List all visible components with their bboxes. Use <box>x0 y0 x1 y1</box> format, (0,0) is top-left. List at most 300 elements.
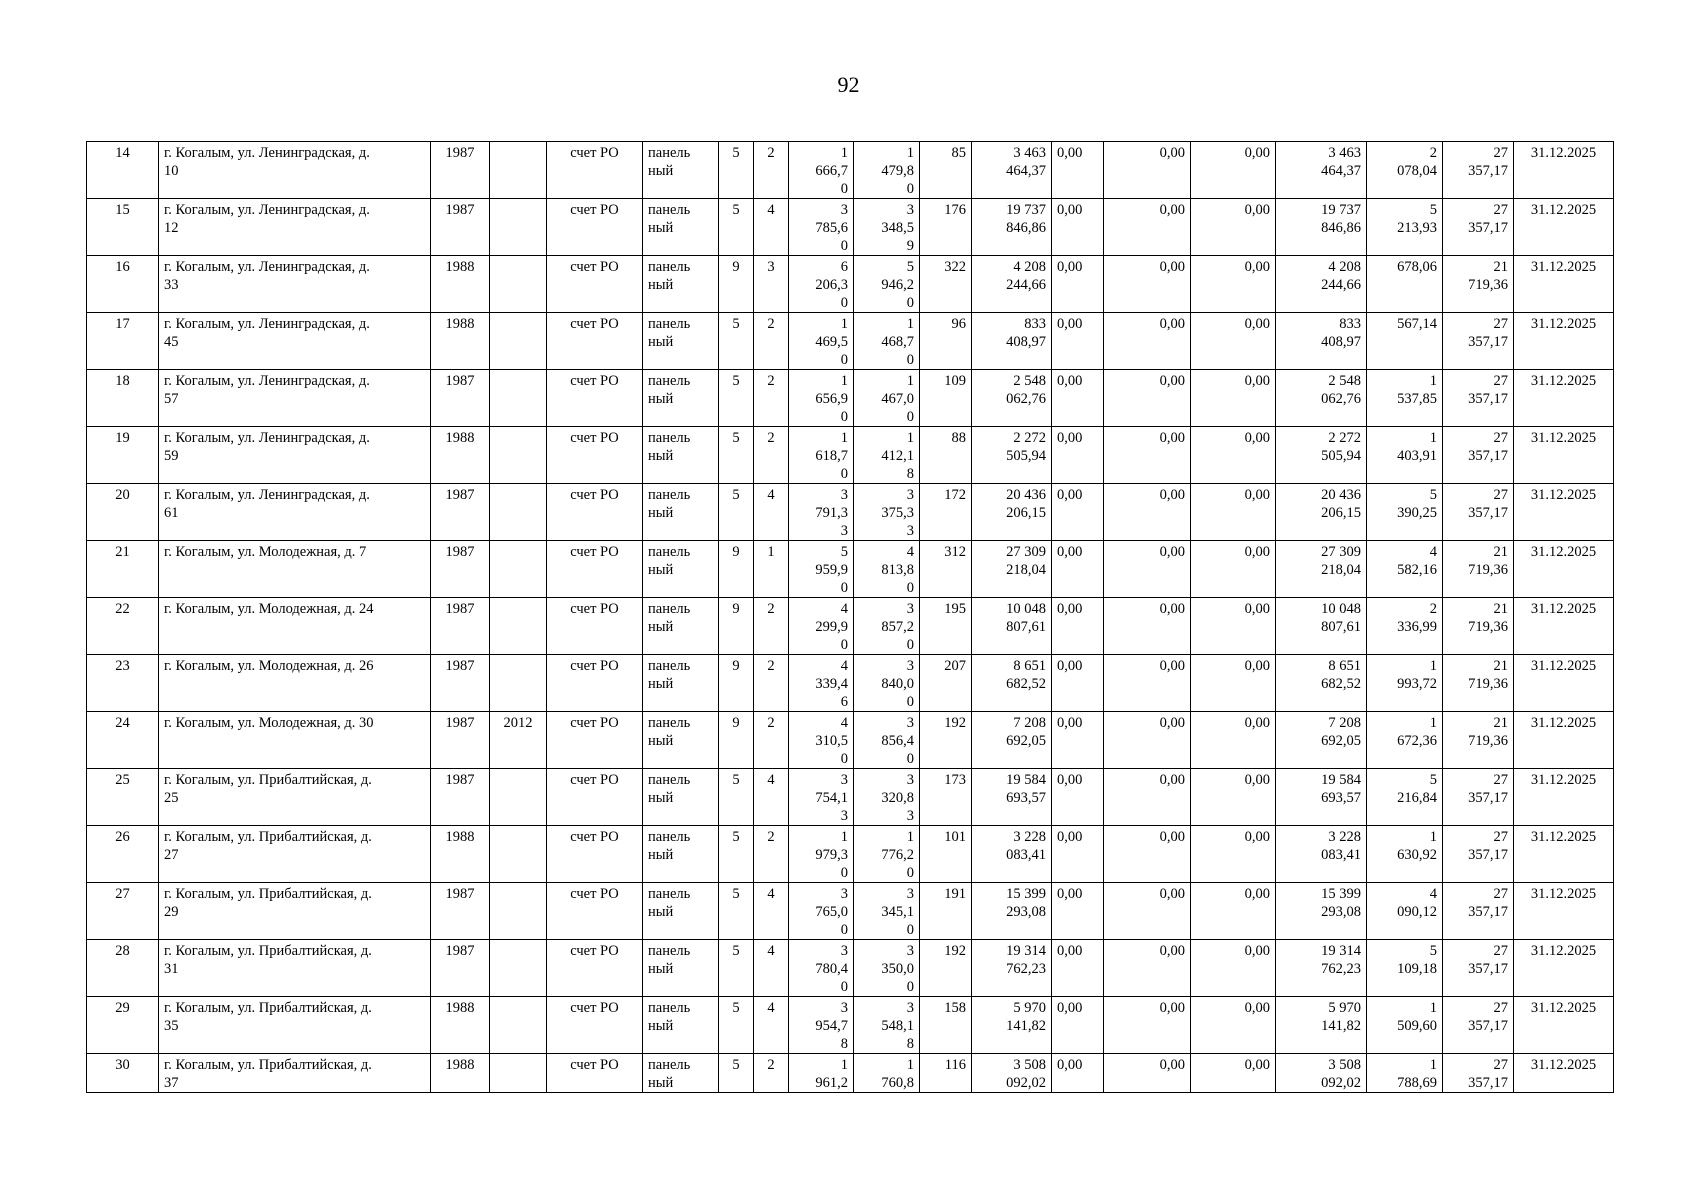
wall-material-cell: панель ный <box>643 142 719 199</box>
living-area-cell: 5 946,2 0 <box>854 256 920 313</box>
wall-material-cell: панель ный <box>643 199 719 256</box>
cost-per-m2-cell: 5 390,25 <box>1367 484 1443 541</box>
fund-c-cell: 0,00 <box>1191 997 1276 1054</box>
address-cell: г. Когалым, ул. Молодежная, д. 24 <box>159 598 431 655</box>
table-body <box>87 142 1614 1093</box>
entrances-cell: 4 <box>754 940 789 997</box>
total-cost-cell: 4 208 244,66 <box>972 256 1052 313</box>
residents-cell: 85 <box>920 142 972 199</box>
entrances-cell: 2 <box>754 712 789 769</box>
entrances-cell: 4 <box>754 883 789 940</box>
fund-c-cell: 0,00 <box>1191 769 1276 826</box>
residents-cell: 207 <box>920 655 972 712</box>
entrances-cell: 2 <box>754 655 789 712</box>
fund-a-cell: 0,00 <box>1052 541 1104 598</box>
fund-method-cell: счет РО <box>547 370 643 427</box>
fund-method-cell: счет РО <box>547 199 643 256</box>
deadline-cell: 31.12.2025 <box>1514 883 1614 940</box>
fund-a-cell: 0,00 <box>1052 826 1104 883</box>
table-row <box>87 997 1614 1054</box>
year-built-cell: 1987 <box>431 655 490 712</box>
cost-per-m2-cell: 4 090,12 <box>1367 883 1443 940</box>
owners-funds-cell: 4 208 244,66 <box>1276 256 1367 313</box>
cost-per-m2-cell: 1 630,92 <box>1367 826 1443 883</box>
residents-cell: 88 <box>920 427 972 484</box>
total-area-cell: 1 618,7 0 <box>789 427 854 484</box>
total-cost-cell: 10 048 807,61 <box>972 598 1052 655</box>
residents-cell: 191 <box>920 883 972 940</box>
total-cost-cell: 8 651 682,52 <box>972 655 1052 712</box>
entrances-cell: 4 <box>754 199 789 256</box>
year-built-cell: 1988 <box>431 826 490 883</box>
address-cell: г. Когалым, ул. Ленинградская, д. 61 <box>159 484 431 541</box>
table-row <box>87 940 1614 997</box>
fund-a-cell: 0,00 <box>1052 769 1104 826</box>
fund-b-cell: 0,00 <box>1104 199 1191 256</box>
fund-a-cell: 0,00 <box>1052 712 1104 769</box>
residents-cell: 312 <box>920 541 972 598</box>
address-cell: г. Когалым, ул. Прибалтийская, д. 29 <box>159 883 431 940</box>
deadline-cell: 31.12.2025 <box>1514 769 1614 826</box>
fund-c-cell: 0,00 <box>1191 712 1276 769</box>
total-area-cell: 3 780,4 0 <box>789 940 854 997</box>
limit-cost-cell: 27 357,17 <box>1443 484 1514 541</box>
total-cost-cell: 7 208 692,05 <box>972 712 1052 769</box>
floors-cell: 5 <box>719 1054 754 1093</box>
living-area-cell: 3 348,5 9 <box>854 199 920 256</box>
year-built-cell: 1987 <box>431 940 490 997</box>
year-repair-cell <box>490 997 547 1054</box>
wall-material-cell: панель ный <box>643 370 719 427</box>
living-area-cell: 1 412,1 8 <box>854 427 920 484</box>
owners-funds-cell: 10 048 807,61 <box>1276 598 1367 655</box>
table-row <box>87 541 1614 598</box>
table-row <box>87 313 1614 370</box>
limit-cost-cell: 21 719,36 <box>1443 655 1514 712</box>
limit-cost-cell: 27 357,17 <box>1443 142 1514 199</box>
total-cost-cell: 5 970 141,82 <box>972 997 1052 1054</box>
fund-b-cell: 0,00 <box>1104 142 1191 199</box>
year-built-cell: 1988 <box>431 997 490 1054</box>
living-area-cell: 3 375,3 3 <box>854 484 920 541</box>
year-repair-cell <box>490 256 547 313</box>
year-repair-cell <box>490 769 547 826</box>
year-built-cell: 1987 <box>431 142 490 199</box>
row-number: 19 <box>87 427 159 484</box>
limit-cost-cell: 27 357,17 <box>1443 997 1514 1054</box>
floors-cell: 5 <box>719 769 754 826</box>
residents-cell: 116 <box>920 1054 972 1093</box>
year-repair-cell <box>490 484 547 541</box>
total-cost-cell: 2 272 505,94 <box>972 427 1052 484</box>
address-cell: г. Когалым, ул. Ленинградская, д. 12 <box>159 199 431 256</box>
total-area-cell: 1 656,9 0 <box>789 370 854 427</box>
year-repair-cell <box>490 940 547 997</box>
living-area-cell: 3 350,0 0 <box>854 940 920 997</box>
fund-method-cell: счет РО <box>547 883 643 940</box>
deadline-cell: 31.12.2025 <box>1514 940 1614 997</box>
fund-method-cell: счет РО <box>547 313 643 370</box>
table-row <box>87 199 1614 256</box>
fund-c-cell: 0,00 <box>1191 541 1276 598</box>
residents-cell: 101 <box>920 826 972 883</box>
cost-per-m2-cell: 4 582,16 <box>1367 541 1443 598</box>
wall-material-cell: панель ный <box>643 883 719 940</box>
fund-method-cell: счет РО <box>547 484 643 541</box>
year-built-cell: 1987 <box>431 598 490 655</box>
living-area-cell: 3 856,4 0 <box>854 712 920 769</box>
row-number: 23 <box>87 655 159 712</box>
fund-method-cell: счет РО <box>547 142 643 199</box>
fund-c-cell: 0,00 <box>1191 313 1276 370</box>
fund-c-cell: 0,00 <box>1191 427 1276 484</box>
fund-c-cell: 0,00 <box>1191 370 1276 427</box>
fund-b-cell: 0,00 <box>1104 484 1191 541</box>
year-built-cell: 1987 <box>431 484 490 541</box>
cost-per-m2-cell: 5 213,93 <box>1367 199 1443 256</box>
row-number: 15 <box>87 199 159 256</box>
fund-b-cell: 0,00 <box>1104 940 1191 997</box>
residents-cell: 195 <box>920 598 972 655</box>
fund-a-cell: 0,00 <box>1052 883 1104 940</box>
total-area-cell: 3 954,7 8 <box>789 997 854 1054</box>
floors-cell: 5 <box>719 940 754 997</box>
fund-c-cell: 0,00 <box>1191 142 1276 199</box>
fund-c-cell: 0,00 <box>1191 655 1276 712</box>
table-row <box>87 484 1614 541</box>
table-row <box>87 1054 1614 1093</box>
deadline-cell: 31.12.2025 <box>1514 997 1614 1054</box>
residents-cell: 109 <box>920 370 972 427</box>
fund-a-cell: 0,00 <box>1052 484 1104 541</box>
owners-funds-cell: 8 651 682,52 <box>1276 655 1367 712</box>
deadline-cell: 31.12.2025 <box>1514 712 1614 769</box>
floors-cell: 9 <box>719 598 754 655</box>
fund-b-cell: 0,00 <box>1104 427 1191 484</box>
cost-per-m2-cell: 1 993,72 <box>1367 655 1443 712</box>
table-row <box>87 427 1614 484</box>
total-area-cell: 3 785,6 0 <box>789 199 854 256</box>
table-row <box>87 370 1614 427</box>
year-repair-cell <box>490 142 547 199</box>
address-cell: г. Когалым, ул. Прибалтийская, д. 35 <box>159 997 431 1054</box>
residents-cell: 322 <box>920 256 972 313</box>
total-cost-cell: 833 408,97 <box>972 313 1052 370</box>
fund-a-cell: 0,00 <box>1052 370 1104 427</box>
cost-per-m2-cell: 2 078,04 <box>1367 142 1443 199</box>
fund-c-cell: 0,00 <box>1191 484 1276 541</box>
fund-method-cell: счет РО <box>547 655 643 712</box>
wall-material-cell: панель ный <box>643 826 719 883</box>
owners-funds-cell: 2 272 505,94 <box>1276 427 1367 484</box>
owners-funds-cell: 3 463 464,37 <box>1276 142 1367 199</box>
row-number: 20 <box>87 484 159 541</box>
row-number: 16 <box>87 256 159 313</box>
row-number: 14 <box>87 142 159 199</box>
fund-c-cell: 0,00 <box>1191 199 1276 256</box>
entrances-cell: 2 <box>754 826 789 883</box>
limit-cost-cell: 27 357,17 <box>1443 313 1514 370</box>
row-number: 26 <box>87 826 159 883</box>
address-cell: г. Когалым, ул. Ленинградская, д. 45 <box>159 313 431 370</box>
year-built-cell: 1988 <box>431 427 490 484</box>
fund-c-cell: 0,00 <box>1191 598 1276 655</box>
year-repair-cell <box>490 370 547 427</box>
total-area-cell: 1 666,7 0 <box>789 142 854 199</box>
address-cell: г. Когалым, ул. Прибалтийская, д. 37 <box>159 1054 431 1093</box>
year-repair-cell <box>490 883 547 940</box>
row-number: 24 <box>87 712 159 769</box>
cost-per-m2-cell: 1 788,69 <box>1367 1054 1443 1093</box>
fund-a-cell: 0,00 <box>1052 427 1104 484</box>
residents-cell: 96 <box>920 313 972 370</box>
table-row <box>87 598 1614 655</box>
wall-material-cell: панель ный <box>643 541 719 598</box>
year-built-cell: 1987 <box>431 370 490 427</box>
limit-cost-cell: 27 357,17 <box>1443 199 1514 256</box>
address-cell: г. Когалым, ул. Молодежная, д. 26 <box>159 655 431 712</box>
deadline-cell: 31.12.2025 <box>1514 256 1614 313</box>
address-cell: г. Когалым, ул. Ленинградская, д. 57 <box>159 370 431 427</box>
residents-cell: 158 <box>920 997 972 1054</box>
living-area-cell: 3 857,2 0 <box>854 598 920 655</box>
fund-c-cell: 0,00 <box>1191 826 1276 883</box>
total-area-cell: 4 299,9 0 <box>789 598 854 655</box>
year-repair-cell <box>490 199 547 256</box>
table-row <box>87 826 1614 883</box>
floors-cell: 5 <box>719 826 754 883</box>
year-repair-cell: 2012 <box>490 712 547 769</box>
year-repair-cell <box>490 598 547 655</box>
floors-cell: 5 <box>719 199 754 256</box>
deadline-cell: 31.12.2025 <box>1514 826 1614 883</box>
cost-per-m2-cell: 1 509,60 <box>1367 997 1443 1054</box>
fund-method-cell: счет РО <box>547 541 643 598</box>
floors-cell: 5 <box>719 484 754 541</box>
fund-a-cell: 0,00 <box>1052 313 1104 370</box>
owners-funds-cell: 3 508 092,02 <box>1276 1054 1367 1093</box>
fund-method-cell: счет РО <box>547 940 643 997</box>
fund-b-cell: 0,00 <box>1104 826 1191 883</box>
row-number: 21 <box>87 541 159 598</box>
owners-funds-cell: 27 309 218,04 <box>1276 541 1367 598</box>
row-number: 28 <box>87 940 159 997</box>
limit-cost-cell: 27 357,17 <box>1443 1054 1514 1093</box>
row-number: 30 <box>87 1054 159 1093</box>
row-number: 18 <box>87 370 159 427</box>
page-number: 92 <box>837 72 860 97</box>
housing-repair-table <box>86 141 1614 1093</box>
deadline-cell: 31.12.2025 <box>1514 541 1614 598</box>
owners-funds-cell: 15 399 293,08 <box>1276 883 1367 940</box>
year-built-cell: 1987 <box>431 769 490 826</box>
fund-c-cell: 0,00 <box>1191 256 1276 313</box>
table-row <box>87 655 1614 712</box>
fund-b-cell: 0,00 <box>1104 655 1191 712</box>
wall-material-cell: панель ный <box>643 997 719 1054</box>
fund-method-cell: счет РО <box>547 826 643 883</box>
cost-per-m2-cell: 2 336,99 <box>1367 598 1443 655</box>
residents-cell: 172 <box>920 484 972 541</box>
fund-c-cell: 0,00 <box>1191 883 1276 940</box>
limit-cost-cell: 21 719,36 <box>1443 541 1514 598</box>
row-number: 25 <box>87 769 159 826</box>
fund-a-cell: 0,00 <box>1052 940 1104 997</box>
wall-material-cell: панель ный <box>643 1054 719 1093</box>
floors-cell: 5 <box>719 313 754 370</box>
floors-cell: 9 <box>719 712 754 769</box>
entrances-cell: 4 <box>754 484 789 541</box>
fund-b-cell: 0,00 <box>1104 541 1191 598</box>
fund-a-cell: 0,00 <box>1052 256 1104 313</box>
fund-b-cell: 0,00 <box>1104 769 1191 826</box>
floors-cell: 5 <box>719 370 754 427</box>
year-built-cell: 1987 <box>431 541 490 598</box>
fund-b-cell: 0,00 <box>1104 883 1191 940</box>
entrances-cell: 2 <box>754 1054 789 1093</box>
total-cost-cell: 19 584 693,57 <box>972 769 1052 826</box>
fund-method-cell: счет РО <box>547 1054 643 1093</box>
limit-cost-cell: 21 719,36 <box>1443 598 1514 655</box>
limit-cost-cell: 27 357,17 <box>1443 427 1514 484</box>
living-area-cell: 3 345,1 0 <box>854 883 920 940</box>
floors-cell: 5 <box>719 142 754 199</box>
deadline-cell: 31.12.2025 <box>1514 427 1614 484</box>
owners-funds-cell: 19 584 693,57 <box>1276 769 1367 826</box>
total-area-cell: 5 959,9 0 <box>789 541 854 598</box>
table-row <box>87 142 1614 199</box>
wall-material-cell: панель ный <box>643 256 719 313</box>
row-number: 22 <box>87 598 159 655</box>
fund-a-cell: 0,00 <box>1052 142 1104 199</box>
total-cost-cell: 15 399 293,08 <box>972 883 1052 940</box>
deadline-cell: 31.12.2025 <box>1514 370 1614 427</box>
fund-method-cell: счет РО <box>547 712 643 769</box>
fund-b-cell: 0,00 <box>1104 256 1191 313</box>
total-cost-cell: 3 228 083,41 <box>972 826 1052 883</box>
total-cost-cell: 19 737 846,86 <box>972 199 1052 256</box>
entrances-cell: 2 <box>754 313 789 370</box>
total-area-cell: 3 791,3 3 <box>789 484 854 541</box>
year-built-cell: 1988 <box>431 313 490 370</box>
owners-funds-cell: 2 548 062,76 <box>1276 370 1367 427</box>
limit-cost-cell: 21 719,36 <box>1443 256 1514 313</box>
owners-funds-cell: 19 737 846,86 <box>1276 199 1367 256</box>
fund-method-cell: счет РО <box>547 256 643 313</box>
year-repair-cell <box>490 313 547 370</box>
fund-c-cell: 0,00 <box>1191 940 1276 997</box>
owners-funds-cell: 19 314 762,23 <box>1276 940 1367 997</box>
fund-b-cell: 0,00 <box>1104 370 1191 427</box>
floors-cell: 9 <box>719 541 754 598</box>
total-area-cell: 1 961,2 <box>789 1054 854 1093</box>
total-area-cell: 4 339,4 6 <box>789 655 854 712</box>
wall-material-cell: панель ный <box>643 427 719 484</box>
residents-cell: 192 <box>920 712 972 769</box>
entrances-cell: 2 <box>754 142 789 199</box>
year-repair-cell <box>490 541 547 598</box>
cost-per-m2-cell: 5 216,84 <box>1367 769 1443 826</box>
year-built-cell: 1987 <box>431 199 490 256</box>
year-repair-cell <box>490 1054 547 1093</box>
row-number: 17 <box>87 313 159 370</box>
living-area-cell: 1 776,2 0 <box>854 826 920 883</box>
year-repair-cell <box>490 427 547 484</box>
table-row <box>87 256 1614 313</box>
entrances-cell: 2 <box>754 598 789 655</box>
floors-cell: 9 <box>719 655 754 712</box>
fund-b-cell: 0,00 <box>1104 1054 1191 1093</box>
residents-cell: 176 <box>920 199 972 256</box>
fund-method-cell: счет РО <box>547 997 643 1054</box>
limit-cost-cell: 27 357,17 <box>1443 370 1514 427</box>
wall-material-cell: панель ный <box>643 313 719 370</box>
fund-b-cell: 0,00 <box>1104 997 1191 1054</box>
deadline-cell: 31.12.2025 <box>1514 484 1614 541</box>
fund-b-cell: 0,00 <box>1104 712 1191 769</box>
year-repair-cell <box>490 655 547 712</box>
entrances-cell: 3 <box>754 256 789 313</box>
total-area-cell: 1 469,5 0 <box>789 313 854 370</box>
owners-funds-cell: 20 436 206,15 <box>1276 484 1367 541</box>
owners-funds-cell: 5 970 141,82 <box>1276 997 1367 1054</box>
row-number: 27 <box>87 883 159 940</box>
total-cost-cell: 20 436 206,15 <box>972 484 1052 541</box>
entrances-cell: 4 <box>754 769 789 826</box>
limit-cost-cell: 27 357,17 <box>1443 826 1514 883</box>
living-area-cell: 3 840,0 0 <box>854 655 920 712</box>
fund-a-cell: 0,00 <box>1052 1054 1104 1093</box>
limit-cost-cell: 21 719,36 <box>1443 712 1514 769</box>
owners-funds-cell: 7 208 692,05 <box>1276 712 1367 769</box>
total-cost-cell: 3 508 092,02 <box>972 1054 1052 1093</box>
year-repair-cell <box>490 826 547 883</box>
total-area-cell: 4 310,5 0 <box>789 712 854 769</box>
address-cell: г. Когалым, ул. Ленинградская, д. 59 <box>159 427 431 484</box>
year-built-cell: 1988 <box>431 256 490 313</box>
fund-method-cell: счет РО <box>547 427 643 484</box>
entrances-cell: 1 <box>754 541 789 598</box>
year-built-cell: 1987 <box>431 883 490 940</box>
address-cell: г. Когалым, ул. Молодежная, д. 7 <box>159 541 431 598</box>
fund-method-cell: счет РО <box>547 769 643 826</box>
fund-a-cell: 0,00 <box>1052 598 1104 655</box>
fund-a-cell: 0,00 <box>1052 655 1104 712</box>
living-area-cell: 1 479,8 0 <box>854 142 920 199</box>
entrances-cell: 4 <box>754 997 789 1054</box>
table-row <box>87 769 1614 826</box>
cost-per-m2-cell: 567,14 <box>1367 313 1443 370</box>
living-area-cell: 1 467,0 0 <box>854 370 920 427</box>
owners-funds-cell: 833 408,97 <box>1276 313 1367 370</box>
deadline-cell: 31.12.2025 <box>1514 313 1614 370</box>
living-area-cell: 1 468,7 0 <box>854 313 920 370</box>
fund-a-cell: 0,00 <box>1052 199 1104 256</box>
entrances-cell: 2 <box>754 370 789 427</box>
residents-cell: 173 <box>920 769 972 826</box>
wall-material-cell: панель ный <box>643 655 719 712</box>
limit-cost-cell: 27 357,17 <box>1443 883 1514 940</box>
fund-b-cell: 0,00 <box>1104 598 1191 655</box>
total-cost-cell: 3 463 464,37 <box>972 142 1052 199</box>
cost-per-m2-cell: 678,06 <box>1367 256 1443 313</box>
floors-cell: 5 <box>719 427 754 484</box>
address-cell: г. Когалым, ул. Прибалтийская, д. 25 <box>159 769 431 826</box>
limit-cost-cell: 27 357,17 <box>1443 769 1514 826</box>
cost-per-m2-cell: 5 109,18 <box>1367 940 1443 997</box>
deadline-cell: 31.12.2025 <box>1514 142 1614 199</box>
limit-cost-cell: 27 357,17 <box>1443 940 1514 997</box>
